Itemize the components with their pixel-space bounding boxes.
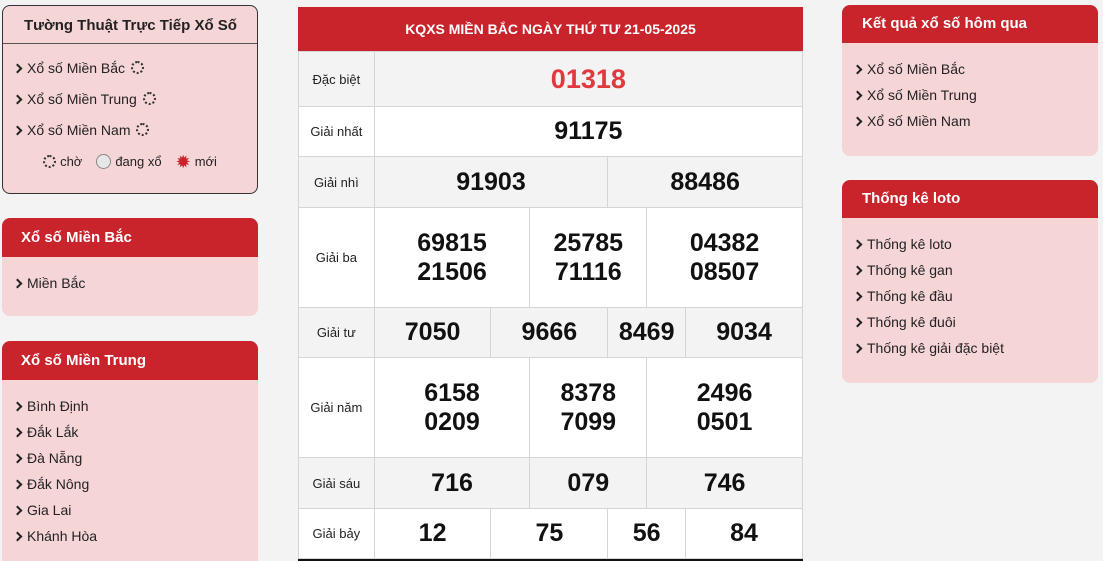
prize-number: 56	[608, 509, 686, 559]
legend-running	[96, 154, 161, 169]
prize-label: Giải nhì	[299, 157, 375, 208]
list-item-label: Khánh Hòa	[27, 528, 98, 544]
list-item[interactable]	[12, 476, 258, 502]
central-card	[2, 341, 258, 561]
stats-card-title[interactable]: Thống kê loto	[842, 180, 1098, 218]
prize-cell	[647, 358, 803, 458]
live-broadcast-title: Tường Thuật Trực Tiếp Xổ Số	[3, 6, 257, 44]
chevron-right-icon	[13, 402, 23, 412]
north-card-title[interactable]: Xổ số Miền Bắc	[2, 218, 258, 257]
list-item[interactable]	[852, 113, 1098, 139]
list-item-label: Bình Định	[27, 398, 89, 414]
live-item-label: Xổ số Miền Bắc	[27, 60, 126, 76]
prize-number: 079	[530, 458, 647, 509]
table-row-sixth	[299, 458, 803, 509]
results-panel	[298, 7, 803, 561]
chevron-right-icon	[13, 480, 23, 490]
prize-number: 746	[647, 458, 803, 509]
prize-number: 75	[491, 509, 608, 559]
prize-number: 69815	[417, 228, 487, 257]
prize-label: Giải tư	[299, 308, 375, 358]
list-item[interactable]	[852, 314, 1098, 340]
prize-number: 91175	[374, 107, 802, 157]
prize-number: 08507	[689, 257, 760, 286]
prize-cell	[647, 208, 803, 308]
prize-number: 0501	[696, 407, 753, 436]
chevron-right-icon	[853, 91, 863, 101]
results-table	[298, 51, 803, 559]
central-card-title[interactable]: Xổ số Miền Trung	[2, 341, 258, 380]
prize-cell	[374, 358, 530, 458]
list-item[interactable]	[12, 450, 258, 476]
table-row-fourth	[299, 308, 803, 358]
prize-number: 04382	[689, 228, 760, 257]
table-row-special	[299, 52, 803, 107]
list-item-label: Thống kê loto	[867, 236, 952, 252]
chevron-right-icon	[853, 65, 863, 75]
chevron-right-icon	[13, 532, 23, 542]
prize-number: 2496	[696, 378, 753, 407]
live-item-south[interactable]	[3, 122, 257, 153]
list-item[interactable]	[12, 398, 258, 424]
prize-cell	[530, 358, 647, 458]
table-row-first	[299, 107, 803, 157]
prize-number: 21506	[417, 257, 487, 286]
legend-running-label: đang xổ	[115, 154, 162, 169]
list-item[interactable]	[852, 61, 1098, 87]
prize-number: 71116	[554, 257, 622, 286]
prize-number: 8378	[560, 378, 617, 407]
prize-number: 25785	[553, 228, 624, 257]
prize-number: 84	[686, 509, 803, 559]
table-row-second	[299, 157, 803, 208]
live-item-north[interactable]	[3, 60, 257, 91]
list-item-label: Thống kê giải đặc biệt	[867, 340, 1004, 356]
prize-number: 91903	[374, 157, 608, 208]
legend-waiting	[43, 154, 82, 169]
prize-cell	[530, 208, 647, 308]
yesterday-card	[842, 5, 1098, 156]
list-item-label: Đắk Lắk	[27, 424, 79, 440]
chevron-right-icon	[13, 506, 23, 516]
prize-label: Giải bảy	[299, 509, 375, 559]
prize-number: 7050	[374, 308, 491, 358]
list-item-label: Xổ số Miền Nam	[867, 113, 971, 129]
lottery-ball-icon	[96, 154, 111, 169]
left-sidebar	[0, 0, 262, 561]
stats-card	[842, 180, 1098, 383]
chevron-right-icon	[13, 126, 23, 136]
list-item-label: Xổ số Miền Trung	[867, 87, 977, 103]
live-item-central[interactable]	[3, 91, 257, 122]
prize-number: 6158	[424, 378, 480, 407]
prize-cell	[374, 208, 530, 308]
chevron-right-icon	[853, 344, 863, 354]
loading-spinner-icon	[131, 61, 144, 74]
list-item[interactable]	[852, 236, 1098, 262]
list-item-label: Thống kê đầu	[867, 288, 953, 304]
prize-number: 8469	[608, 308, 686, 358]
prize-number: 716	[374, 458, 530, 509]
prize-label: Giải sáu	[299, 458, 375, 509]
list-item-label: Xổ số Miền Bắc	[867, 61, 966, 77]
loading-spinner-icon	[143, 92, 156, 105]
legend-waiting-label: chờ	[60, 154, 83, 169]
results-title: KQXS MIỀN BẮC NGÀY THỨ TƯ 21-05-2025	[298, 7, 803, 51]
list-item[interactable]	[12, 275, 258, 301]
live-list	[3, 44, 257, 153]
prize-number: 9034	[686, 308, 803, 358]
prize-label: Giải nhất	[299, 107, 375, 157]
chevron-right-icon	[13, 64, 23, 74]
loading-spinner-icon	[43, 155, 56, 168]
yesterday-card-list	[842, 43, 1098, 149]
special-prize-number: 01318	[374, 52, 802, 107]
north-card	[2, 218, 258, 316]
table-row-third	[299, 208, 803, 308]
list-item[interactable]	[852, 87, 1098, 113]
list-item-label: Thống kê đuôi	[867, 314, 956, 330]
chevron-right-icon	[853, 240, 863, 250]
chevron-right-icon	[853, 117, 863, 127]
list-item[interactable]	[852, 340, 1098, 366]
legend-new	[175, 151, 217, 172]
status-legend	[3, 151, 257, 172]
prize-label: Giải ba	[299, 208, 375, 308]
prize-number: 88486	[608, 157, 803, 208]
chevron-right-icon	[853, 318, 863, 328]
prize-label: Đặc biệt	[299, 52, 375, 107]
chevron-right-icon	[13, 428, 23, 438]
loading-spinner-icon	[136, 123, 149, 136]
chevron-right-icon	[13, 95, 23, 105]
legend-new-label: mới	[194, 154, 217, 169]
prize-number: 9666	[491, 308, 608, 358]
list-item-label: Gia Lai	[27, 502, 72, 518]
list-item[interactable]	[852, 288, 1098, 314]
list-item[interactable]	[12, 528, 258, 554]
list-item-label: Đắk Nông	[27, 476, 90, 492]
chevron-right-icon	[853, 292, 863, 302]
new-star-icon: ✹	[175, 151, 191, 172]
list-item-label: Đà Nẵng	[27, 450, 83, 466]
central-card-list	[2, 380, 258, 561]
table-row-seventh	[299, 509, 803, 559]
list-item[interactable]	[852, 262, 1098, 288]
chevron-right-icon	[13, 279, 23, 289]
north-card-list	[2, 257, 258, 311]
live-item-label: Xổ số Miền Trung	[27, 91, 137, 107]
list-item[interactable]	[12, 502, 258, 528]
yesterday-card-title[interactable]: Kết quả xổ số hôm qua	[842, 5, 1098, 43]
prize-label: Giải năm	[299, 358, 375, 458]
live-broadcast-box	[2, 5, 258, 194]
prize-number: 12	[374, 509, 491, 559]
table-row-fifth	[299, 358, 803, 458]
prize-number: 7099	[560, 407, 617, 436]
live-item-label: Xổ số Miền Nam	[27, 122, 131, 138]
list-item[interactable]	[12, 424, 258, 450]
list-item-label: Miền Bắc	[27, 275, 86, 291]
stats-card-list	[842, 218, 1098, 376]
chevron-right-icon	[13, 454, 23, 464]
prize-number: 0209	[424, 407, 480, 436]
chevron-right-icon	[853, 266, 863, 276]
list-item-label: Thống kê gan	[867, 262, 953, 278]
